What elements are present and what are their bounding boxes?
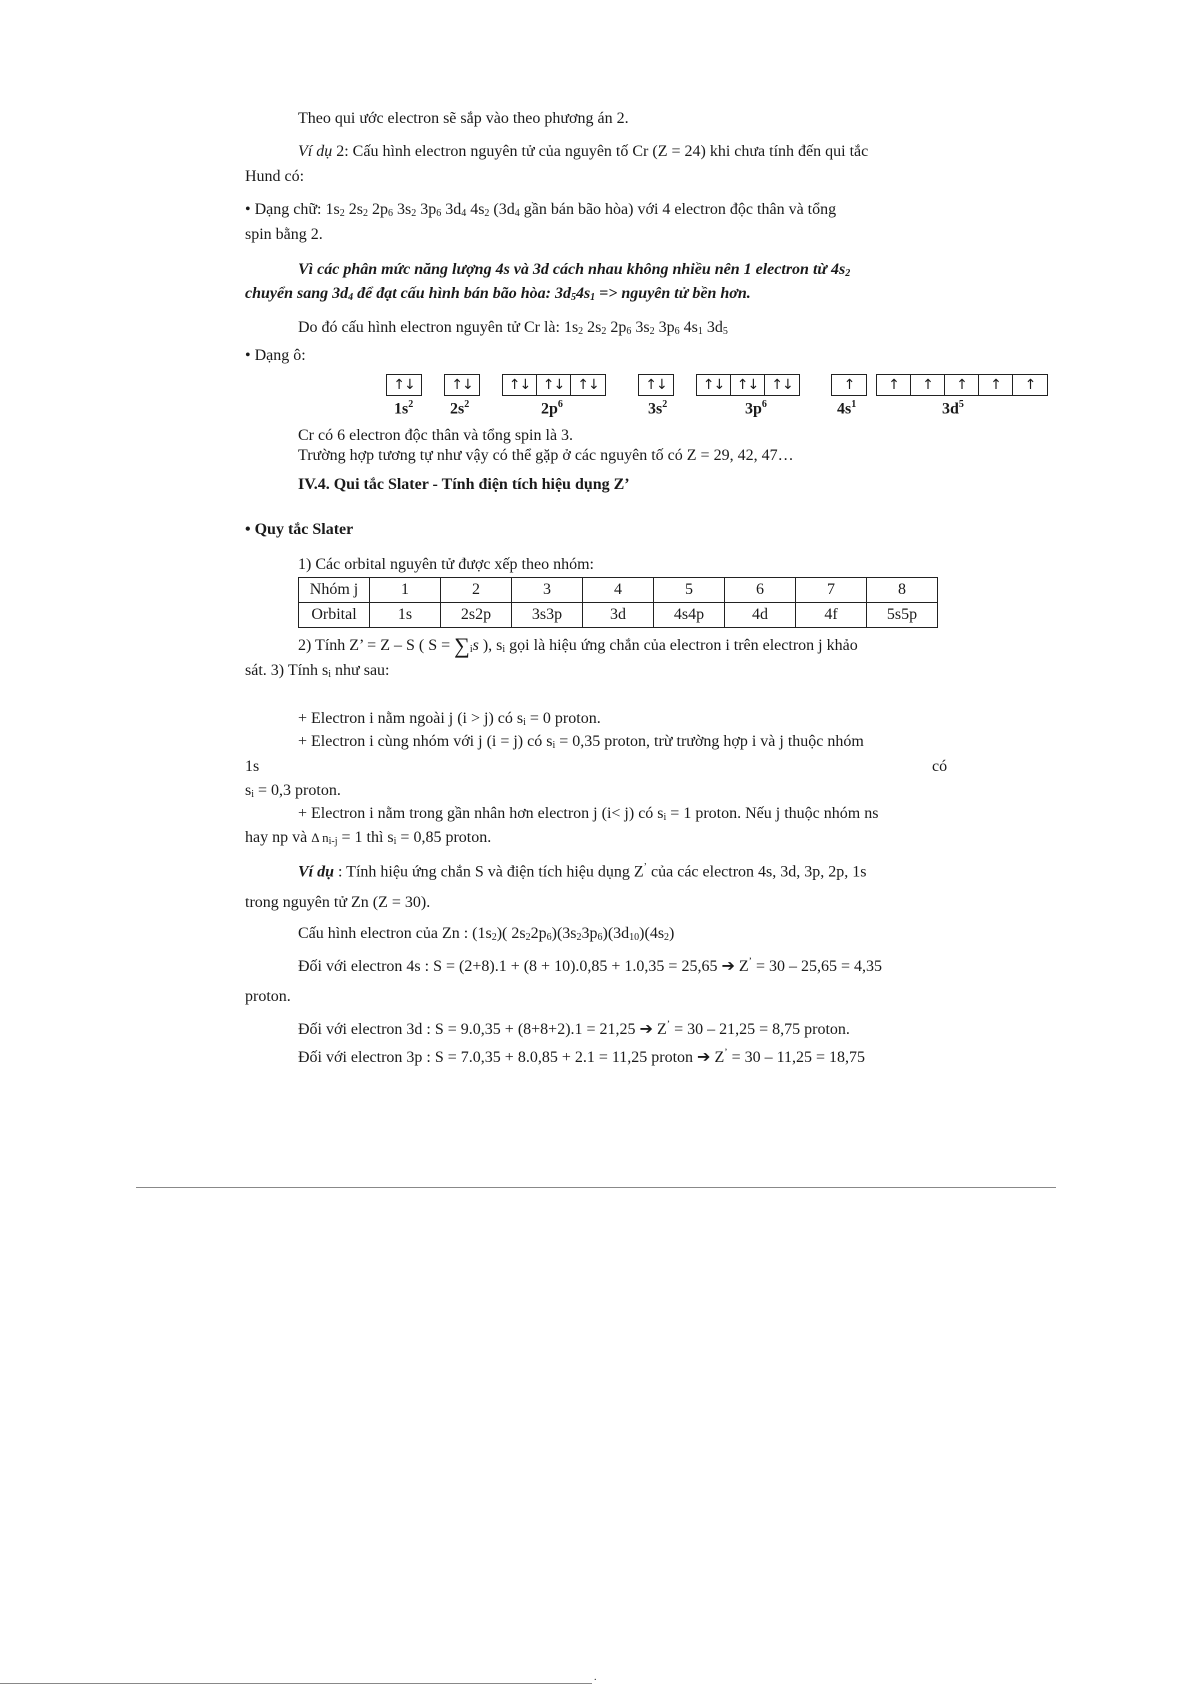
bullet-dang-o: • Dạng ô:	[245, 347, 306, 364]
orbital-cell: ↑↓	[451, 377, 473, 393]
table-cell: 4s4p	[654, 603, 725, 628]
orbital-box-2p	[502, 374, 606, 396]
arrow-icon: ➔	[639, 1021, 653, 1038]
slater-group-table	[298, 577, 938, 628]
orbital-cell: ↑	[877, 375, 911, 395]
text-line: Đối với electron 3d : S = 9.0,35 + (8+8+2).1 = 21,25 ➔ Z’ = 30 – 21,25 = 8,75 proton.	[298, 1019, 850, 1038]
example-2-line: Ví dụ 2: Cấu hình electron nguyên tử của nguyên tố Cr (Z = 24) khi chưa tính đến qui tắc	[298, 143, 869, 160]
orbital-label-3p: $3p^6$	[745, 399, 767, 418]
orbital-box-2s	[444, 374, 480, 396]
text-fragment: 1s	[245, 758, 260, 775]
orbital-cell: ↑↓	[577, 377, 599, 393]
text-line: Do đó cấu hình electron nguyên tử Cr là: $1s_2$ $2s_2$ $2p_6$ $3s_2$ $3p_6$ $4s_1$ $3d_5$	[298, 319, 728, 337]
orbital-label-3s: $3s^2$	[648, 399, 668, 418]
arrow-icon: ➔	[721, 958, 735, 975]
text-fragment: có	[932, 758, 948, 775]
table-cell: Orbital	[299, 603, 370, 628]
table-cell: 5s5p	[867, 603, 938, 628]
table-cell: 1	[370, 578, 441, 603]
orbital-cell: ↑↓	[771, 377, 793, 393]
orbital-label-4s: $4s^1$	[837, 399, 857, 418]
text-line: + Electron i nằm trong gần nhân hơn electron j (i< j) có $s_i = 1$ proton. Nếu j thuộc nhóm ns	[298, 805, 879, 823]
orbital-cell: ↑↓	[503, 375, 537, 395]
page-divider	[136, 1187, 1056, 1188]
text-line: Hund có:	[245, 168, 305, 185]
bullet-dang-chu: • Dạng chữ: $1s_2$ $2s_2$ $2p_6$ $3s_2$ $3p_6$ $3d_4$ $4s_2$ ($3d_4$ gần bán bão hòa) với 4 electron độc thân và tổng	[245, 201, 837, 219]
emphasis-line: Vì các phân mức năng lượng 4s và 3d cách nhau không nhiều nên 1 electron từ $4s_2$	[298, 261, 851, 279]
text-line: Đối với electron 4s : S = (2+8).1 + (8 + 10).0,85 + 1.0,35 = 25,65 ➔ Z’ = 30 – 25,65 = 4,35	[298, 956, 883, 975]
text-line: Đối với electron 3p : S = 7.0,35 + 8.0,85 + 2.1 = 11,25 proton ➔ Z’ = 30 – 11,25 = 18,75	[298, 1047, 866, 1066]
table-row	[299, 603, 938, 628]
orbital-cell: ↑	[979, 375, 1013, 395]
emphasis-line: chuyển sang $3d_4$ để đạt cấu hình bán bão hòa: $3d_54s_1$ => nguyên tử bền hơn.	[245, 285, 751, 303]
orbital-cell: ↑↓	[697, 375, 731, 395]
table-cell: 3d	[583, 603, 654, 628]
orbital-box-1s	[386, 374, 422, 396]
orbital-box-3p	[696, 374, 800, 396]
arrow-icon: ➔	[697, 1049, 711, 1066]
orbital-box-3s	[638, 374, 674, 396]
text-line: $s_i = 0,3$ proton.	[245, 782, 341, 800]
footer-mark: .	[594, 1672, 597, 1683]
table-cell: Nhóm j	[299, 578, 370, 603]
table-cell: 8	[867, 578, 938, 603]
text-line: + Electron i cùng nhóm với j (i = j) có $s_i = 0,35$ proton, trừ trường hợp i và j thuộc nhóm	[298, 733, 864, 751]
orbital-box-4s	[831, 374, 867, 396]
table-cell: 7	[796, 578, 867, 603]
table-cell: 4f	[796, 603, 867, 628]
orbital-cell: ↑	[945, 375, 979, 395]
text-line: sát. 3) Tính $s_i$ như sau:	[245, 662, 390, 680]
text-line: + Electron i nằm ngoài j (i > j) có $s_i = 0$ proton.	[298, 710, 601, 728]
orbital-label-2p: $2p^6$	[541, 399, 563, 418]
text-line: 2) Tính Z’ = Z – S ( $S = \sum_is$ ), $s_i$ gọi là hiệu ứng chắn của electron i trên electron j khảo	[298, 633, 858, 658]
table-cell: 3s3p	[512, 603, 583, 628]
bullet-quy-tac-slater: • Quy tắc Slater	[245, 521, 354, 538]
table-cell: 1s	[370, 603, 441, 628]
text-line: spin bằng 2.	[245, 226, 323, 243]
text-line: Cấu hình electron của Zn : $(1s_2)$( $2s_22p_6)(3s_23p_6)(3d_{10})(4s_2)$	[298, 925, 675, 943]
text-line: 1) Các orbital nguyên tử được xếp theo nhóm:	[298, 556, 594, 573]
table-cell: 3	[512, 578, 583, 603]
orbital-cell: ↑	[1024, 377, 1036, 393]
text-line: Theo qui ước electron sẽ sắp vào theo phương án 2.	[298, 110, 629, 127]
orbital-label-2s: $2s^2$	[450, 399, 470, 418]
orbital-cell: ↑↓	[537, 375, 571, 395]
table-cell: 2	[441, 578, 512, 603]
table-cell: 6	[725, 578, 796, 603]
orbital-box-3d	[876, 374, 1048, 396]
section-heading: IV.4. Qui tắc Slater - Tính điện tích hiệu dụng Z’	[298, 476, 630, 493]
text-line: Cr có 6 electron độc thân và tổng spin là 3.	[298, 427, 574, 444]
table-row	[299, 578, 938, 603]
table-cell: 4d	[725, 603, 796, 628]
example-line: Ví dụ : Tính hiệu ứng chắn S và điện tích hiệu dụng Z’ của các electron 4s, 3d, 3p, 2p, 1s	[298, 862, 867, 881]
text-line: trong nguyên tử Zn (Z = 30).	[245, 894, 431, 911]
orbital-cell: ↑↓	[645, 377, 667, 393]
orbital-label-1s: $1s^2$	[394, 399, 414, 418]
orbital-cell: ↑	[911, 375, 945, 395]
text-line: proton.	[245, 988, 291, 1005]
table-cell: 5	[654, 578, 725, 603]
footer-rule	[0, 1683, 592, 1684]
table-cell: 2s2p	[441, 603, 512, 628]
orbital-cell: ↑↓	[731, 375, 765, 395]
table-cell: 4	[583, 578, 654, 603]
text-line: Trường hợp tương tự như vậy có thể gặp ở các nguyên tố có Z = 29, 42, 47…	[298, 447, 794, 464]
orbital-cell: ↑	[843, 377, 855, 393]
text-line: hay np và Δ $n_{i-j} = 1$ thì $s_i = 0,85$ proton.	[245, 829, 492, 847]
orbital-label-3d: $3d^5$	[942, 399, 964, 418]
orbital-cell: ↑↓	[393, 377, 415, 393]
